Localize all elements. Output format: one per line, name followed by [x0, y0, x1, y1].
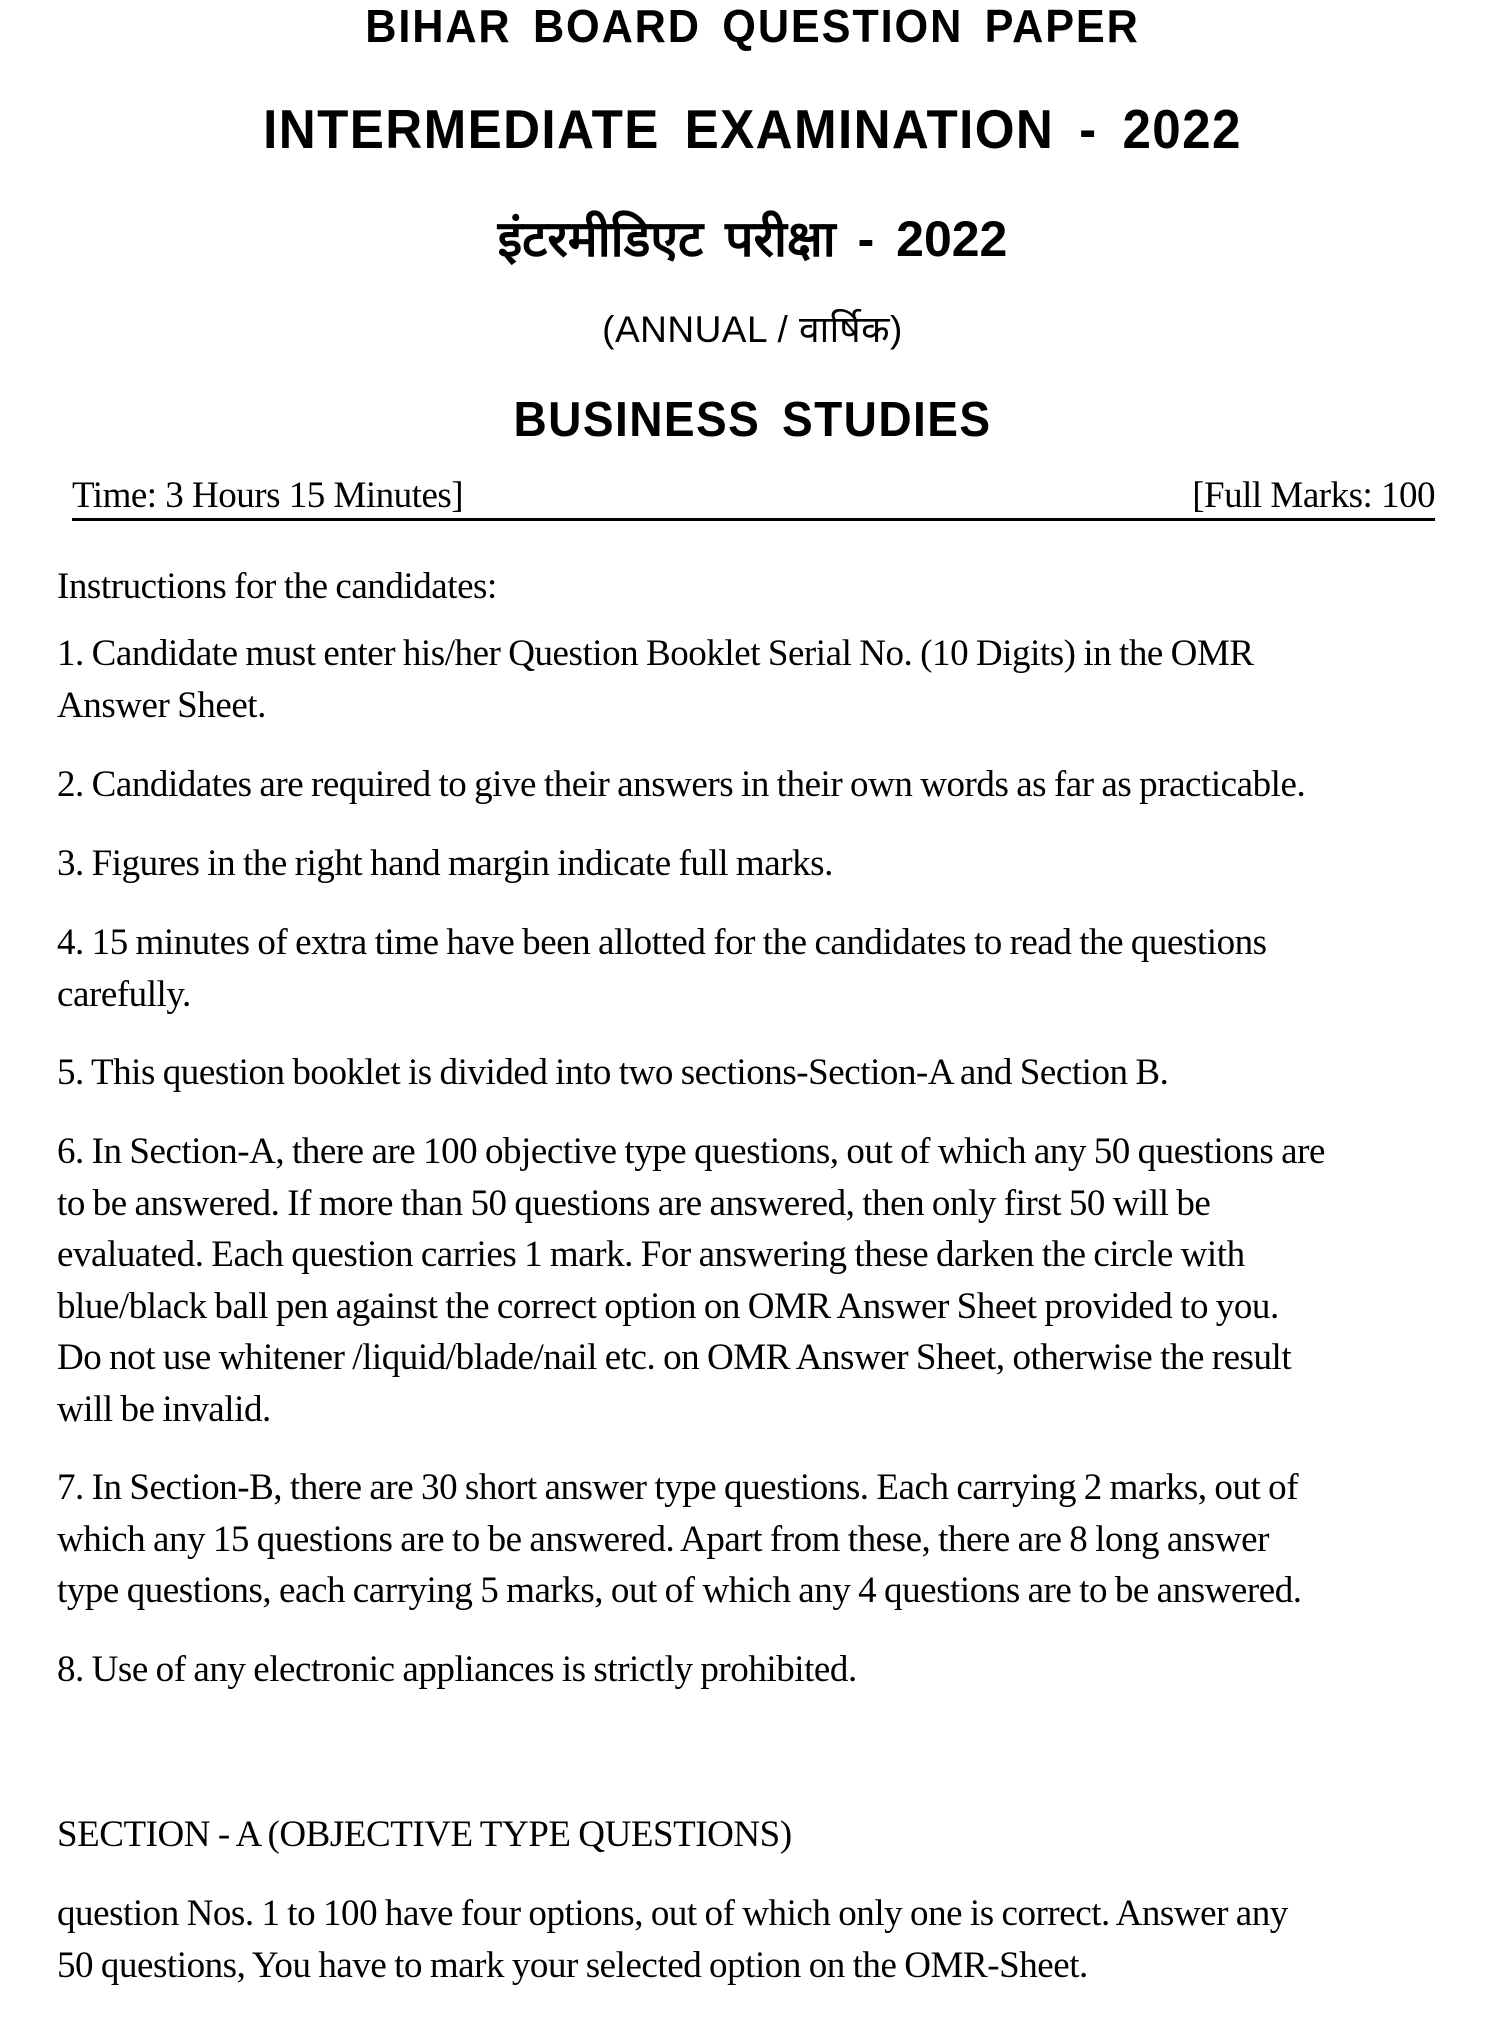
- time-duration: Time: 3 Hours 15 Minutes]: [72, 475, 464, 516]
- instruction-line: will be invalid.: [57, 1388, 271, 1430]
- subject-title: BUSINESS STUDIES: [513, 393, 992, 447]
- exam-title: INTERMEDIATE EXAMINATION - 2022: [263, 98, 1242, 160]
- section-a-heading: [57, 1809, 1477, 1861]
- instruction-item-1: [57, 628, 1477, 731]
- instruction-line: Do not use whitener /liquid/blade/nail etc. on OMR Answer Sheet, otherwise the result: [57, 1337, 1292, 1378]
- instruction-line: blue/black ball pen against the correct option on OMR Answer Sheet provided to you.: [57, 1285, 1279, 1327]
- instruction-item-2: [57, 759, 1477, 811]
- instruction-line: 4. 15 minutes of extra time have been allotted for the candidates to read the questions: [57, 922, 1267, 963]
- exam-title-hindi: इंटरमीडिएट परीक्षा - 2022: [497, 211, 1008, 267]
- instruction-item-6: [57, 1126, 1477, 1435]
- instruction-line: 5. This question booklet is divided into two sections-Section-A and Section B.: [57, 1052, 1169, 1093]
- instruction-line: type questions, each carrying 5 marks, out of which any 4 questions are to be answered.: [57, 1570, 1302, 1611]
- instruction-item-7: [57, 1462, 1477, 1617]
- instructions-heading-text: Instructions for the candidates:: [57, 566, 497, 607]
- full-marks: [Full Marks: 100: [1192, 475, 1435, 516]
- instruction-line: 8. Use of any electronic appliances is strictly prohibited.: [57, 1649, 857, 1690]
- instruction-line: carefully.: [57, 973, 191, 1015]
- section-a-heading-text: SECTION - A (OBJECTIVE TYPE QUESTIONS): [57, 1814, 792, 1855]
- instruction-line: 2. Candidates are required to give their answers in their own words as far as practicable.: [57, 764, 1306, 805]
- instruction-item-8: [57, 1644, 1477, 1696]
- board-title: BIHAR BOARD QUESTION PAPER: [365, 0, 1140, 52]
- section-a-description: [57, 1888, 1477, 1991]
- instruction-line: to be answered. If more than 50 questions are answered, then only first 50 will be: [57, 1182, 1211, 1224]
- instruction-item-3: [57, 838, 1477, 890]
- section-a-line: 50 questions, You have to mark your selected option on the OMR-Sheet.: [57, 1944, 1088, 1986]
- section-a-line: question Nos. 1 to 100 have four options, out of which only one is correct. Answer any: [57, 1893, 1288, 1934]
- instruction-line: which any 15 questions are to be answered. Apart from these, there are 8 long answer: [57, 1518, 1269, 1560]
- instruction-line: 6. In Section-A, there are 100 objective type questions, out of which any 50 questions are: [57, 1131, 1325, 1172]
- instruction-item-4: [57, 917, 1477, 1020]
- time-marks-row: [72, 474, 1435, 521]
- instruction-item-5: [57, 1047, 1477, 1099]
- instruction-line: 1. Candidate must enter his/her Question Booklet Serial No. (10 Digits) in the OMR: [57, 633, 1254, 674]
- instruction-line: evaluated. Each question carries 1 mark. For answering these darken the circle with: [57, 1234, 1245, 1275]
- instruction-line: 7. In Section-B, there are 30 short answer type questions. Each carrying 2 marks, out of: [57, 1467, 1299, 1508]
- instructions-heading: [57, 561, 1477, 613]
- session-label: (ANNUAL / वार्षिक): [602, 309, 903, 350]
- instruction-line: Answer Sheet.: [57, 684, 266, 726]
- instruction-line: 3. Figures in the right hand margin indicate full marks.: [57, 843, 833, 884]
